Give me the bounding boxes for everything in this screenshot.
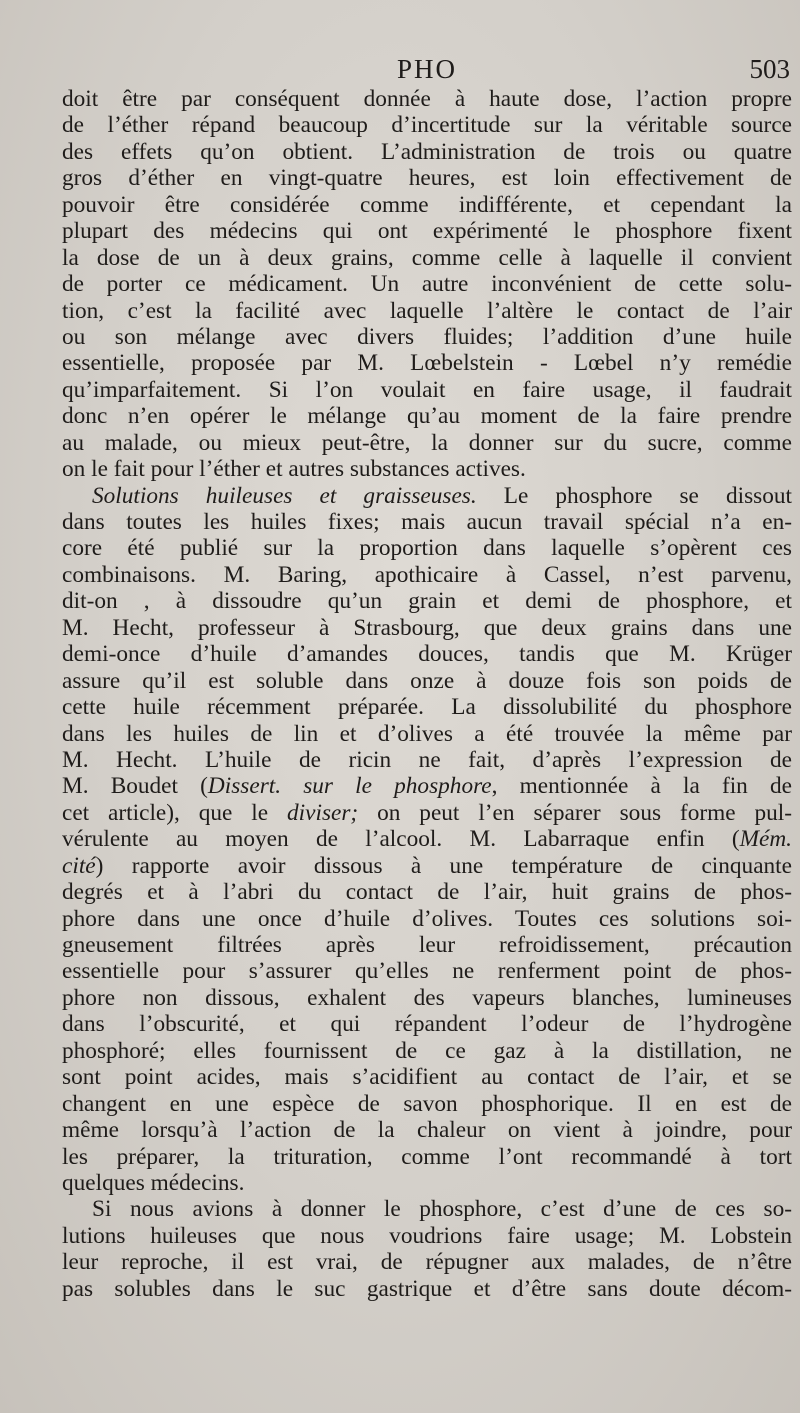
text-line: cet article), que le diviser; on peut l’en séparer sous forme pul- (62, 799, 792, 826)
text-line: dans les huiles de lin et d’olives a été trouvée la même par (62, 720, 792, 747)
text-line: degrés et à l’abri du contact de l’air, huit grains de phos- (62, 879, 792, 906)
text-line: combinaisons. M. Baring, apothicaire à Cassel, n’est parvenu, (62, 561, 792, 588)
text-line: on le fait pour l’éther et autres substances actives. (62, 456, 526, 483)
running-head: PHO (396, 54, 457, 84)
text-line: les préparer, la trituration, comme l’ont recommandé à tort (62, 1143, 792, 1170)
text-line: phore dans une once d’huile d’olives. Toutes ces solutions soi- (62, 905, 792, 932)
text-line: gros d’éther en vingt-quatre heures, est loin effectivement de (62, 165, 792, 192)
text-line: dit-on , à dissoudre qu’un grain et demi de phosphore, et (62, 588, 792, 615)
text-line: demi-once d’huile d’amandes douces, tandis que M. Krüger (62, 641, 792, 668)
text-line: leur reproche, il est vrai, de répugner aux malades, de n’être (62, 1249, 792, 1276)
text-line: essentielle pour s’assurer qu’elles ne renferment point de phos- (62, 958, 792, 985)
text-line: pas solubles dans le suc gastrique et d’être sans doute décom- (62, 1275, 792, 1302)
text-line: ou son mélange avec divers fluides; l’addition d’une huile (62, 323, 792, 350)
body-text (62, 86, 792, 1302)
text-line: même lorsqu’à l’action de la chaleur on vient à joindre, pour (62, 1117, 792, 1144)
text-line: Solutions huileuses et graisseuses. Le phosphore se dissout (92, 482, 792, 509)
text-line: sont point acides, mais s’acidifient au contact de l’air, et se (62, 1064, 792, 1091)
text-line: qu’imparfaitement. Si l’on voulait en faire usage, il faudrait (62, 376, 792, 403)
text-line: au malade, ou mieux peut-être, la donner sur du sucre, comme (62, 429, 792, 456)
text-line: de porter ce médicament. Un autre inconvénient de cette solu- (62, 271, 792, 298)
text-line: donc n’en opérer le mélange qu’au moment de la faire prendre (62, 403, 792, 430)
page-header (62, 48, 792, 88)
text-line: core été publié sur la proportion dans laquelle s’opèrent ces (62, 535, 792, 562)
text-line: des effets qu’on obtient. L’administration de trois ou quatre (62, 138, 792, 165)
text-line: de l’éther répand beaucoup d’incertitude sur la véritable source (62, 112, 792, 139)
text-line: assure qu’il est soluble dans onze à douze fois son poids de (62, 667, 792, 694)
text-line: changent en une espèce de savon phosphorique. Il en est de (62, 1090, 792, 1117)
text-line: quelques médecins. (62, 1169, 245, 1196)
text-line: tion, c’est la facilité avec laquelle l’altère le contact de l’air (62, 297, 792, 324)
page-number: 503 (749, 54, 790, 84)
text-line: cette huile récemment préparée. La dissolubilité du phosphore (62, 694, 792, 721)
text-line: doit être par conséquent donnée à haute dose, l’action propre (62, 86, 792, 112)
text-line: gneusement filtrées après leur refroidissement, précaution (62, 932, 792, 958)
text-line: la dose de un à deux grains, comme celle à laquelle il convient (62, 244, 792, 271)
text-line: dans l’obscurité, et qui répandent l’odeur de l’hydrogène (62, 1011, 792, 1038)
text-line: vérulente au moyen de l’alcool. M. Labarraque enfin (Mém. (62, 826, 792, 853)
text-line: M. Hecht, professeur à Strasbourg, que deux grains dans une (62, 614, 792, 641)
text-line: M. Hecht. L’huile de ricin ne fait, d’après l’expression de (62, 746, 792, 773)
text-line: pouvoir être considérée comme indifférente, et cependant la (62, 191, 792, 218)
text-line: phosphoré; elles fournissent de ce gaz à la distillation, ne (62, 1037, 792, 1064)
text-line: lutions huileuses que nous voudrions faire usage; M. Lobstein (62, 1222, 792, 1249)
text-line: cité) rapporte avoir dissous à une température de cinquante (62, 852, 792, 879)
text-line: essentielle, proposée par M. Lœbelstein - Lœbel n’y remédie (62, 350, 792, 377)
text-line: M. Boudet (Dissert. sur le phosphore, mentionnée à la fin de (62, 773, 792, 800)
text-line: Si nous avions à donner le phosphore, c’est d’une de ces so- (92, 1196, 792, 1223)
text-line: plupart des médecins qui ont expérimenté le phosphore fixent (62, 218, 792, 245)
text-line: dans toutes les huiles fixes; mais aucun travail spécial n’a en- (62, 509, 792, 535)
text-line: phore non dissous, exhalent des vapeurs blanches, lumineuses (62, 984, 792, 1011)
